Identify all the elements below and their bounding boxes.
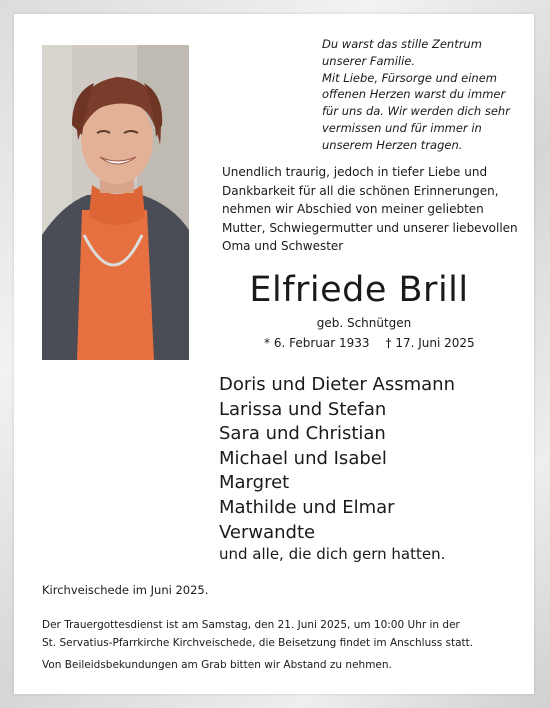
condolence-request: Von Beileidsbekundungen am Grab bitten wir Abstand zu nehmen. [42,659,392,671]
portrait-illustration [42,45,189,360]
notice-line: St. Servatius-Pfarrkirche Kirchveischede, die Beisetzung findet im Anschluss statt. [42,636,474,649]
poem-line: vermissen und für immer in [322,120,482,135]
intro-line: Dankbarkeit für all die schönen Erinnerungen, [222,183,499,198]
poem-line: Du warst das stille Zentrum [322,37,482,51]
intro-line: Unendlich traurig, jedoch in tiefer Liebe und [222,165,488,179]
notice-line: Der Trauergottesdienst ist am Samstag, den 21. Juni 2025, um 10:00 Uhr in der [42,619,460,631]
mourner-entry: Doris und Dieter Assmann [219,374,455,395]
intro-text [222,163,522,256]
mourner-entry: Michael und Isabel [219,447,387,469]
portrait-photo [42,45,189,360]
life-dates [264,335,474,351]
place-date: Kirchveischede im Juni 2025. [42,583,209,597]
funeral-notice [42,617,522,652]
death-date: † 17. Juni 2025 [385,336,475,350]
intro-line: Oma und Schwester [222,239,344,254]
poem-line: für uns da. Wir werden dich sehr [322,104,510,119]
poem [322,36,522,154]
deceased-name: Elfriede Brill [249,270,469,310]
closing-line: und alle, die dich gern hatten. [219,545,446,563]
poem-line: offenen Herzen warst du immer [322,87,506,102]
poem-line: Mit Liebe, Fürsorge und einem [322,70,497,85]
poem-line: unserem Herzen tragen. [322,137,463,152]
mourner-entry: Larissa und Stefan [219,398,387,420]
mourner-entry: Sara und Christian [219,423,386,445]
intro-line: nehmen wir Abschied von meiner geliebten [222,202,484,217]
poem-line: unserer Familie. [322,53,416,68]
mourners-list [219,373,509,545]
birth-date: * 6. Februar 1933 [264,336,370,350]
obituary-card [14,14,534,694]
maiden-name: geb. Schnütgen [316,316,412,330]
mourner-entry: Mathilde und Elmar [219,496,395,518]
mourner-entry: Margret [219,472,290,494]
intro-line: Mutter, Schwiegermutter und unserer liebevollen [222,220,518,235]
mourner-entry: Verwandte [219,521,316,543]
